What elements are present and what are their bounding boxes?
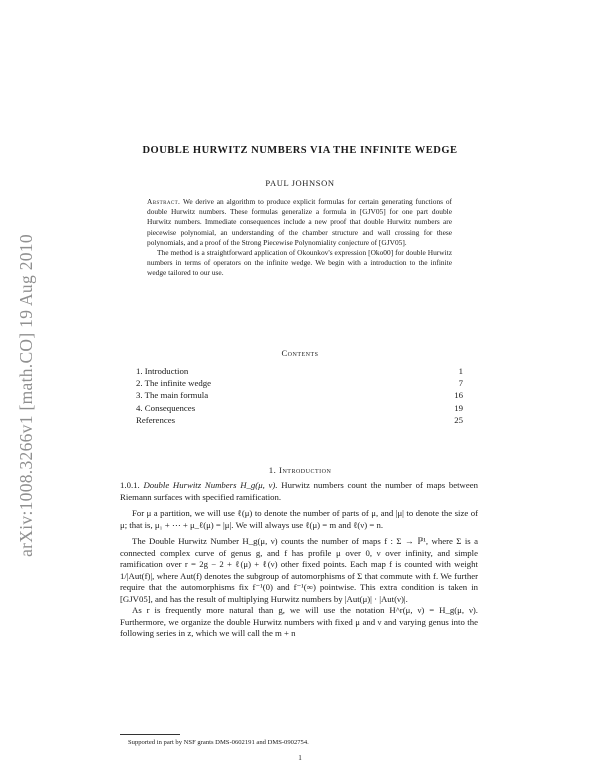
page-number: 1 bbox=[298, 754, 302, 762]
body-paragraph: The Double Hurwitz Number H_g(μ, ν) counts the number of maps f : Σ → ℙ¹, where Σ is a connected complex curve of genus g, and f has profile μ over 0, ν over infinity, and simple ramification over r = 2g − 2 + ℓ(μ) + ℓ(ν) other fixed points. Each map f is counted with weight 1/|Aut(f)|, where Aut(f) denotes the subgroup of automorphisms of Σ that commute with f. We further require that the automorphisms fix f⁻¹(0) and f⁻¹(∞) pointwise. This extra condition is taken in [GJV05], and has the result of multiplying Hurwitz numbers by |Aut(μ)| · |Aut(ν)|. bbox=[120, 536, 478, 604]
footnote-rule bbox=[120, 734, 180, 735]
toc-entry-label: 3. The main formula bbox=[136, 390, 209, 401]
body-text bbox=[120, 480, 478, 640]
body-paragraph-text: Hurwitz numbers count the number of maps between Riemann surfaces with specified ramification. bbox=[120, 480, 479, 502]
paper-title: DOUBLE HURWITZ NUMBERS VIA THE INFINITE WEDGE bbox=[142, 145, 458, 156]
toc-entry[interactable] bbox=[136, 389, 463, 401]
toc-entry-page: 25 bbox=[454, 414, 463, 425]
toc-entry-label: 1. Introduction bbox=[136, 366, 189, 376]
subsection-title: Double Hurwitz Numbers H_g(μ, ν). bbox=[143, 480, 278, 490]
footnote: Supported in part by NSF grants DMS-0602191 and DMS-0902754. bbox=[128, 739, 309, 746]
toc-entry[interactable] bbox=[136, 365, 463, 377]
toc-entry-page: 7 bbox=[458, 378, 463, 389]
author-name: PAUL JOHNSON bbox=[265, 178, 335, 188]
subsection-number: 1.0.1. bbox=[120, 480, 140, 490]
abstract-text-1: We derive an algorithm to produce explicit formulas for certain generating functions of double Hurwitz numbers. These formulas generalize a formula in [GJV05] for one part double Hurwitz numbers. Immediate consequences include a new proof that double Hurwitz numbers are piecewise polynomial, an understanding of the chamber structure and wall crossing for these polynomials, and a proof of the Strong Piecewise Polynomiality conjecture of [GJV05]. bbox=[147, 197, 452, 247]
body-paragraph bbox=[120, 480, 478, 503]
toc-entry[interactable] bbox=[136, 402, 463, 414]
arxiv-stamp bbox=[6, 175, 46, 615]
abstract-paragraph-1 bbox=[147, 197, 452, 248]
abstract-paragraph-2: The method is a straightforward application of Okounkov's expression [Oko00] for double Hurwitz numbers in terms of operators on the infinite wedge. We begin with a introduction to the infinite wedge tailored to our use. bbox=[147, 248, 452, 278]
toc-entry-label: 4. Consequences bbox=[136, 402, 196, 413]
contents-heading: Contents bbox=[281, 348, 319, 358]
abstract bbox=[147, 197, 452, 279]
toc-entry[interactable] bbox=[136, 414, 463, 426]
toc-entry[interactable] bbox=[136, 377, 463, 389]
toc-entry-page: 1 bbox=[458, 366, 463, 376]
toc-entry-page: 16 bbox=[454, 390, 463, 401]
body-paragraph: For μ a partition, we will use ℓ(μ) to denote the number of parts of μ, and |μ| to denote the size of μ; that is, μ₁ + ⋯ + μ_ℓ(μ) = |μ|. We will always use ℓ(μ) = m and ℓ(ν) = n. bbox=[120, 508, 478, 530]
section-heading: 1. Introduction bbox=[268, 465, 332, 475]
table-of-contents bbox=[136, 365, 463, 426]
toc-entry-label: 2. The infinite wedge bbox=[136, 378, 212, 389]
arxiv-id: arXiv:1008.3266v1 [math.CO] 19 Aug 2010 bbox=[15, 233, 36, 557]
toc-entry-page: 19 bbox=[454, 402, 463, 413]
body-paragraph: As r is frequently more natural than g, we will use the notation H^r(μ, ν) = H_g(μ, ν). Furthermore, we organize the double Hurwitz numbers with fixed μ and ν and varying genus into the following series in z, which we will call the m + n bbox=[120, 605, 478, 638]
abstract-label: Abstract. bbox=[147, 197, 181, 206]
toc-entry-label: References bbox=[136, 414, 176, 425]
